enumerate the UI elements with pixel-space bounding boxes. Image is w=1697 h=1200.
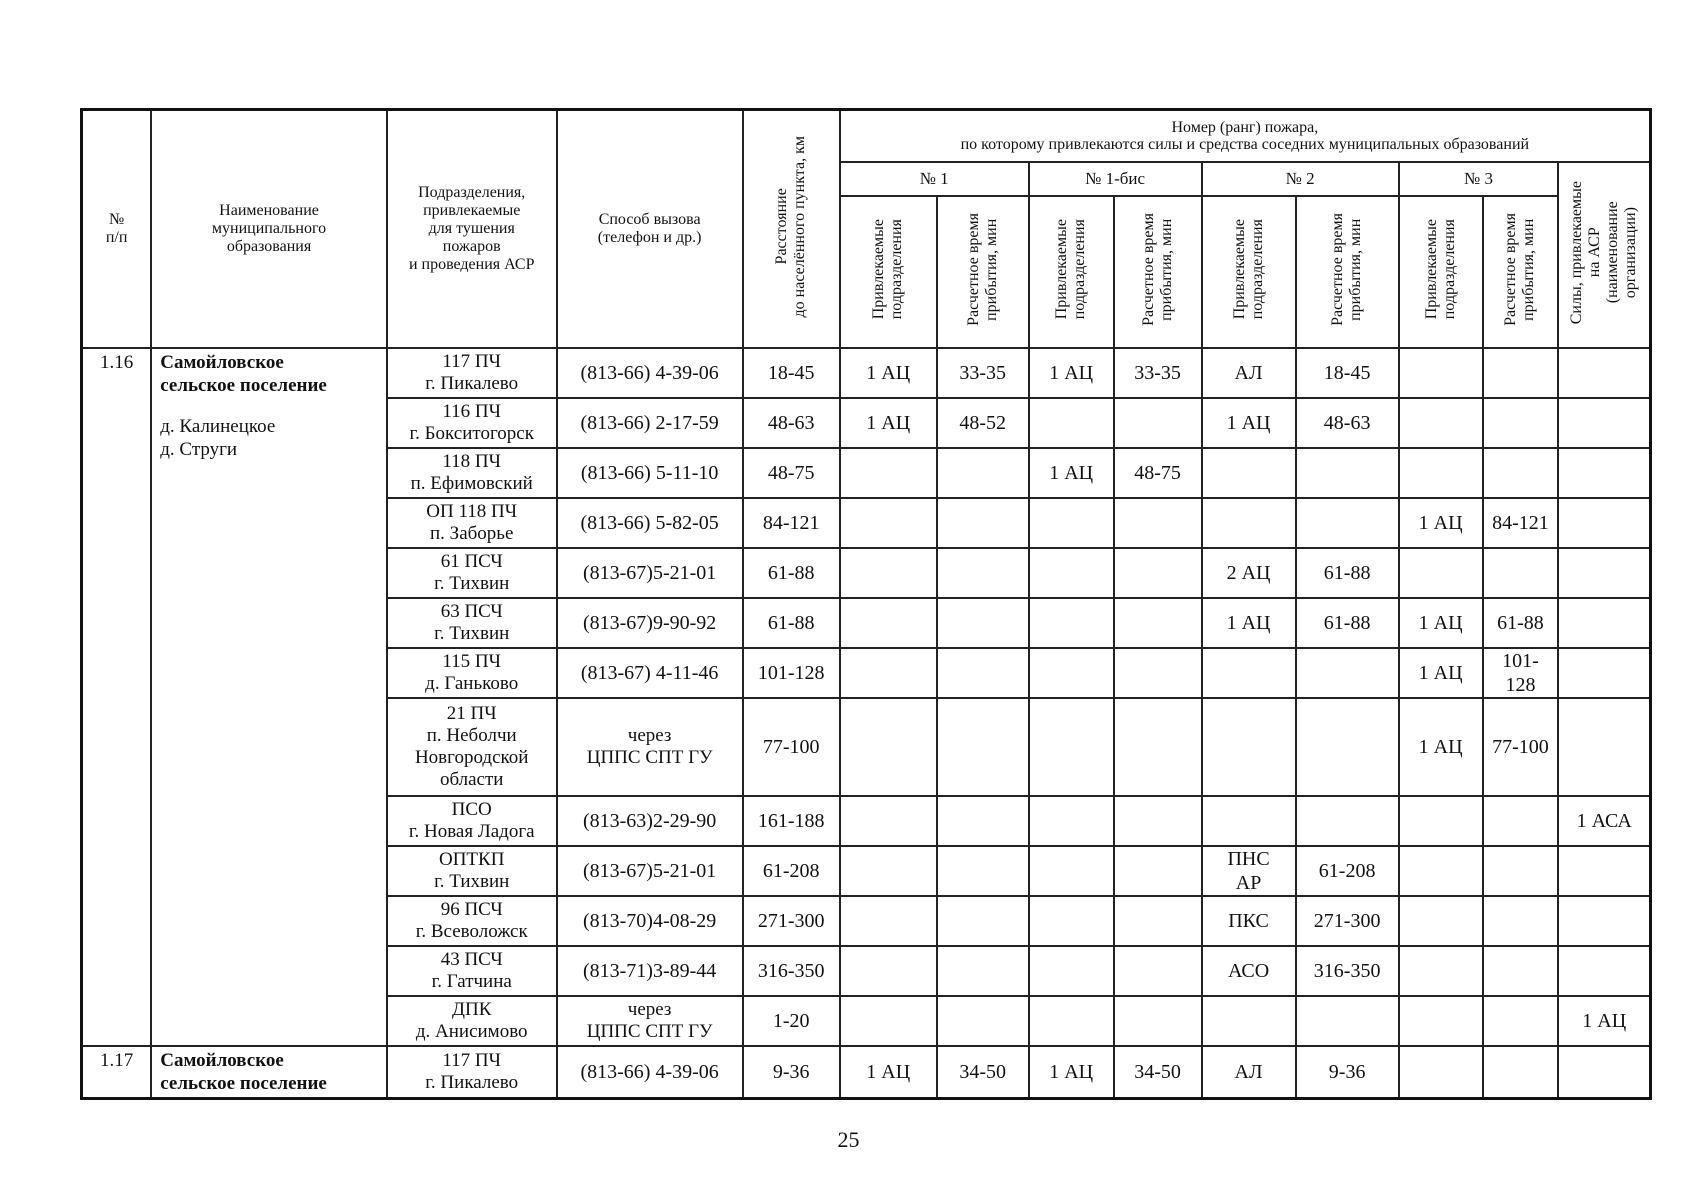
rb-time-cell: 34-50 <box>1114 1046 1202 1099</box>
asr-cell <box>1558 598 1650 648</box>
rb-unit-cell: 1 АЦ <box>1029 348 1114 398</box>
r1-unit-cell <box>840 846 937 896</box>
call-cell: (813-66) 4-39-06 <box>557 1046 743 1099</box>
rb-unit-cell <box>1029 498 1114 548</box>
rb-unit-cell <box>1029 698 1114 796</box>
r3-time-cell: 61-88 <box>1483 598 1559 648</box>
r3-time-cell: 84-121 <box>1483 498 1559 548</box>
r3-unit-cell <box>1399 946 1483 996</box>
r2-time-cell <box>1296 648 1399 698</box>
r2-time-cell: 9-36 <box>1296 1046 1399 1099</box>
unit-cell: ОП 118 ПЧ п. Заборье <box>387 498 557 548</box>
r3-unit-cell <box>1399 348 1483 398</box>
header-rank1: № 1 <box>840 162 1029 196</box>
header-r1-attracted <box>840 196 937 348</box>
rb-unit-cell: 1 АЦ <box>1029 448 1114 498</box>
r2-unit-cell <box>1202 698 1296 796</box>
distance-cell: 48-63 <box>743 398 840 448</box>
r3-unit-cell: 1 АЦ <box>1399 698 1483 796</box>
distance-cell: 271-300 <box>743 896 840 946</box>
r3-unit-cell: 1 АЦ <box>1399 648 1483 698</box>
distance-cell: 61-88 <box>743 548 840 598</box>
r1-unit-cell <box>840 996 937 1046</box>
distance-cell: 48-75 <box>743 448 840 498</box>
rb-time-cell <box>1114 846 1202 896</box>
r2-time-cell: 61-208 <box>1296 846 1399 896</box>
unit-cell: ДПК д. Анисимово <box>387 996 557 1046</box>
r3-time-cell: 77-100 <box>1483 698 1559 796</box>
r3-time-cell <box>1483 448 1559 498</box>
header-rank1bis: № 1-бис <box>1029 162 1202 196</box>
header-call-text: Способ вызова (телефон и др.) <box>597 211 702 246</box>
rb-time-cell: 33-35 <box>1114 348 1202 398</box>
municipality-cell <box>151 1046 387 1099</box>
row-number: 1.17 <box>82 1046 152 1099</box>
rb-unit-cell <box>1029 846 1114 896</box>
rb-time-cell <box>1114 946 1202 996</box>
r3-time-cell <box>1483 946 1559 996</box>
municipality-cell <box>151 348 387 1046</box>
header-num <box>82 110 152 349</box>
distance-cell: 161-188 <box>743 796 840 846</box>
header-distance <box>743 110 840 349</box>
r2-time-cell <box>1296 698 1399 796</box>
r1-time-cell <box>937 996 1029 1046</box>
r2-unit-cell: 2 АЦ <box>1202 548 1296 598</box>
distance-cell: 9-36 <box>743 1046 840 1099</box>
header-rank2: № 2 <box>1202 162 1399 196</box>
header-rb-attracted <box>1029 196 1114 348</box>
municipality-name: Самойловское сельское поселение <box>160 352 327 396</box>
asr-cell <box>1558 448 1650 498</box>
header-call <box>557 110 743 349</box>
r3-unit-cell <box>1399 448 1483 498</box>
r1-unit-cell: 1 АЦ <box>840 1046 937 1099</box>
r3-unit-cell <box>1399 548 1483 598</box>
unit-cell: 61 ПСЧ г. Тихвин <box>387 548 557 598</box>
r3-unit-cell <box>1399 896 1483 946</box>
r1-unit-cell <box>840 648 937 698</box>
r3-unit-cell: 1 АЦ <box>1399 598 1483 648</box>
header-units-text: Подразделения, привлекаемые для тушения пожаров и проведения АСР <box>408 184 535 273</box>
asr-cell <box>1558 1046 1650 1099</box>
header-attracted-text: Привлекаемые подразделения <box>1053 219 1089 320</box>
r3-time-cell <box>1483 846 1559 896</box>
r2-time-cell <box>1296 996 1399 1046</box>
r3-unit-cell <box>1399 796 1483 846</box>
unit-cell: 21 ПЧ п. Неболчи Новгородской области <box>387 698 557 796</box>
unit-cell: 117 ПЧ г. Пикалево <box>387 348 557 398</box>
r2-time-cell: 48-63 <box>1296 398 1399 448</box>
r2-time-cell: 271-300 <box>1296 896 1399 946</box>
r1-time-cell <box>937 896 1029 946</box>
table-row <box>82 348 1651 398</box>
header-units <box>387 110 557 349</box>
r1-time-cell <box>937 548 1029 598</box>
r3-unit-cell: 1 АЦ <box>1399 498 1483 548</box>
header-r1-eta <box>937 196 1029 348</box>
call-cell: (813-66) 4-39-06 <box>557 348 743 398</box>
header-attracted-text: Привлекаемые подразделения <box>1230 219 1266 320</box>
header-eta-text: Расчетное время прибытия, мин <box>1329 213 1365 326</box>
r3-time-cell <box>1483 398 1559 448</box>
rb-unit-cell <box>1029 896 1114 946</box>
call-cell: (813-70)4-08-29 <box>557 896 743 946</box>
asr-cell <box>1558 846 1650 896</box>
unit-cell: 115 ПЧ д. Ганьково <box>387 648 557 698</box>
rb-unit-cell <box>1029 398 1114 448</box>
rb-time-cell <box>1114 648 1202 698</box>
header-group-title <box>840 110 1651 163</box>
r2-unit-cell: АЛ <box>1202 1046 1296 1099</box>
distance-cell: 1-20 <box>743 996 840 1046</box>
r1-time-cell: 48-52 <box>937 398 1029 448</box>
municipality-name: Самойловское сельское поселение <box>160 1050 327 1094</box>
distance-cell: 101-128 <box>743 648 840 698</box>
call-cell: через ЦППС СПТ ГУ <box>557 996 743 1046</box>
rb-time-cell <box>1114 398 1202 448</box>
asr-cell <box>1558 398 1650 448</box>
distance-cell: 18-45 <box>743 348 840 398</box>
distance-cell: 84-121 <box>743 498 840 548</box>
r2-unit-cell <box>1202 648 1296 698</box>
r1-unit-cell <box>840 598 937 648</box>
r2-time-cell <box>1296 796 1399 846</box>
asr-cell <box>1558 946 1650 996</box>
header-attracted-text: Привлекаемые подразделения <box>1422 219 1458 320</box>
r3-time-cell <box>1483 348 1559 398</box>
r3-time-cell <box>1483 996 1559 1046</box>
header-name <box>151 110 387 349</box>
r2-unit-cell <box>1202 996 1296 1046</box>
r3-unit-cell <box>1399 398 1483 448</box>
header-attracted-text: Привлекаемые подразделения <box>870 219 906 320</box>
r2-unit-cell: АСО <box>1202 946 1296 996</box>
asr-cell <box>1558 896 1650 946</box>
r2-unit-cell <box>1202 448 1296 498</box>
distance-cell: 77-100 <box>743 698 840 796</box>
r2-unit-cell <box>1202 796 1296 846</box>
unit-cell: 116 ПЧ г. Бокситогорск <box>387 398 557 448</box>
r1-time-cell <box>937 846 1029 896</box>
r1-time-cell <box>937 796 1029 846</box>
call-cell: (813-66) 5-11-10 <box>557 448 743 498</box>
asr-cell <box>1558 348 1650 398</box>
r1-time-cell <box>937 498 1029 548</box>
r3-unit-cell <box>1399 996 1483 1046</box>
r3-time-cell <box>1483 548 1559 598</box>
rb-time-cell <box>1114 698 1202 796</box>
distance-cell: 316-350 <box>743 946 840 996</box>
fire-forces-table <box>80 108 1652 1100</box>
call-cell: (813-67)5-21-01 <box>557 846 743 896</box>
r2-unit-cell: 1 АЦ <box>1202 598 1296 648</box>
rb-time-cell <box>1114 498 1202 548</box>
r1-unit-cell <box>840 448 937 498</box>
unit-cell: 43 ПСЧ г. Гатчина <box>387 946 557 996</box>
header-eta-text: Расчетное время прибытия, мин <box>964 213 1000 326</box>
rb-unit-cell: 1 АЦ <box>1029 1046 1114 1099</box>
r1-unit-cell <box>840 796 937 846</box>
asr-cell <box>1558 698 1650 796</box>
header-rank3: № 3 <box>1399 162 1559 196</box>
locality-name: д. Калинецкое <box>160 416 276 437</box>
rb-time-cell <box>1114 548 1202 598</box>
call-cell: (813-66) 2-17-59 <box>557 398 743 448</box>
locality-name: д. Струги <box>160 439 238 460</box>
unit-cell: 63 ПСЧ г. Тихвин <box>387 598 557 648</box>
r1-unit-cell: 1 АЦ <box>840 348 937 398</box>
r3-time-cell <box>1483 796 1559 846</box>
header-r3-attracted <box>1399 196 1483 348</box>
r1-unit-cell <box>840 896 937 946</box>
r2-unit-cell: ПКС <box>1202 896 1296 946</box>
spacer <box>160 397 386 415</box>
r1-unit-cell <box>840 946 937 996</box>
header-num-text: № п/п <box>105 211 128 246</box>
r1-unit-cell <box>840 698 937 796</box>
header-name-text: Наименование муниципального образования <box>211 202 327 255</box>
rb-time-cell <box>1114 896 1202 946</box>
r2-unit-cell: АЛ <box>1202 348 1296 398</box>
header-rb-eta <box>1114 196 1202 348</box>
r3-time-cell <box>1483 1046 1559 1099</box>
r3-unit-cell <box>1399 1046 1483 1099</box>
r2-unit-cell: ПНС АР <box>1202 846 1296 896</box>
r1-unit-cell <box>840 548 937 598</box>
header-r3-eta <box>1483 196 1559 348</box>
r1-time-cell <box>937 946 1029 996</box>
page-number: 25 <box>837 1127 860 1152</box>
r3-unit-cell <box>1399 846 1483 896</box>
rb-unit-cell <box>1029 796 1114 846</box>
header-r2-attracted <box>1202 196 1296 348</box>
r2-unit-cell <box>1202 498 1296 548</box>
r1-time-cell <box>937 448 1029 498</box>
r1-time-cell: 33-35 <box>937 348 1029 398</box>
header-group-title-text: Номер (ранг) пожара, по которому привлекаются силы и средства соседних муниципальных образований <box>960 119 1530 153</box>
r3-time-cell <box>1483 896 1559 946</box>
rb-time-cell: 48-75 <box>1114 448 1202 498</box>
unit-cell: 117 ПЧ г. Пикалево <box>387 1046 557 1099</box>
r2-unit-cell: 1 АЦ <box>1202 398 1296 448</box>
r1-time-cell <box>937 598 1029 648</box>
r2-time-cell: 61-88 <box>1296 548 1399 598</box>
header-r2-eta <box>1296 196 1399 348</box>
call-cell: (813-67) 4-11-46 <box>557 648 743 698</box>
header-eta-text: Расчетное время прибытия, мин <box>1502 213 1538 326</box>
call-cell: (813-71)3-89-44 <box>557 946 743 996</box>
rb-unit-cell <box>1029 648 1114 698</box>
call-cell: (813-67)5-21-01 <box>557 548 743 598</box>
call-cell: (813-63)2-29-90 <box>557 796 743 846</box>
header-distance-text: Расстояние до населённого пункта, км <box>773 135 809 318</box>
header-asr-text: Силы, привлекаемые на АСР (наименование организации) <box>1568 180 1640 325</box>
unit-cell: 96 ПСЧ г. Всеволожск <box>387 896 557 946</box>
call-cell: через ЦППС СПТ ГУ <box>557 698 743 796</box>
distance-cell: 61-88 <box>743 598 840 648</box>
unit-cell: 118 ПЧ п. Ефимовский <box>387 448 557 498</box>
asr-cell <box>1558 648 1650 698</box>
r3-time-cell: 101- 128 <box>1483 648 1559 698</box>
r1-time-cell: 34-50 <box>937 1046 1029 1099</box>
distance-cell: 61-208 <box>743 846 840 896</box>
rb-time-cell <box>1114 796 1202 846</box>
rb-time-cell <box>1114 996 1202 1046</box>
header-asr <box>1558 162 1650 348</box>
rb-unit-cell <box>1029 598 1114 648</box>
r2-time-cell: 61-88 <box>1296 598 1399 648</box>
header-eta-text: Расчетное время прибытия, мин <box>1139 213 1175 326</box>
r1-unit-cell <box>840 498 937 548</box>
r1-time-cell <box>937 698 1029 796</box>
unit-cell: ПСО г. Новая Ладога <box>387 796 557 846</box>
asr-cell <box>1558 498 1650 548</box>
asr-cell: 1 АЦ <box>1558 996 1650 1046</box>
r1-unit-cell: 1 АЦ <box>840 398 937 448</box>
r2-time-cell: 18-45 <box>1296 348 1399 398</box>
r2-time-cell <box>1296 498 1399 548</box>
row-number: 1.16 <box>82 348 152 1046</box>
table-row <box>82 1046 1651 1099</box>
asr-cell <box>1558 548 1650 598</box>
unit-cell: ОПТКП г. Тихвин <box>387 846 557 896</box>
r1-time-cell <box>937 648 1029 698</box>
rb-time-cell <box>1114 598 1202 648</box>
r2-time-cell <box>1296 448 1399 498</box>
call-cell: (813-66) 5-82-05 <box>557 498 743 548</box>
rb-unit-cell <box>1029 996 1114 1046</box>
r2-time-cell: 316-350 <box>1296 946 1399 996</box>
call-cell: (813-67)9-90-92 <box>557 598 743 648</box>
asr-cell: 1 АСА <box>1558 796 1650 846</box>
rb-unit-cell <box>1029 946 1114 996</box>
rb-unit-cell <box>1029 548 1114 598</box>
